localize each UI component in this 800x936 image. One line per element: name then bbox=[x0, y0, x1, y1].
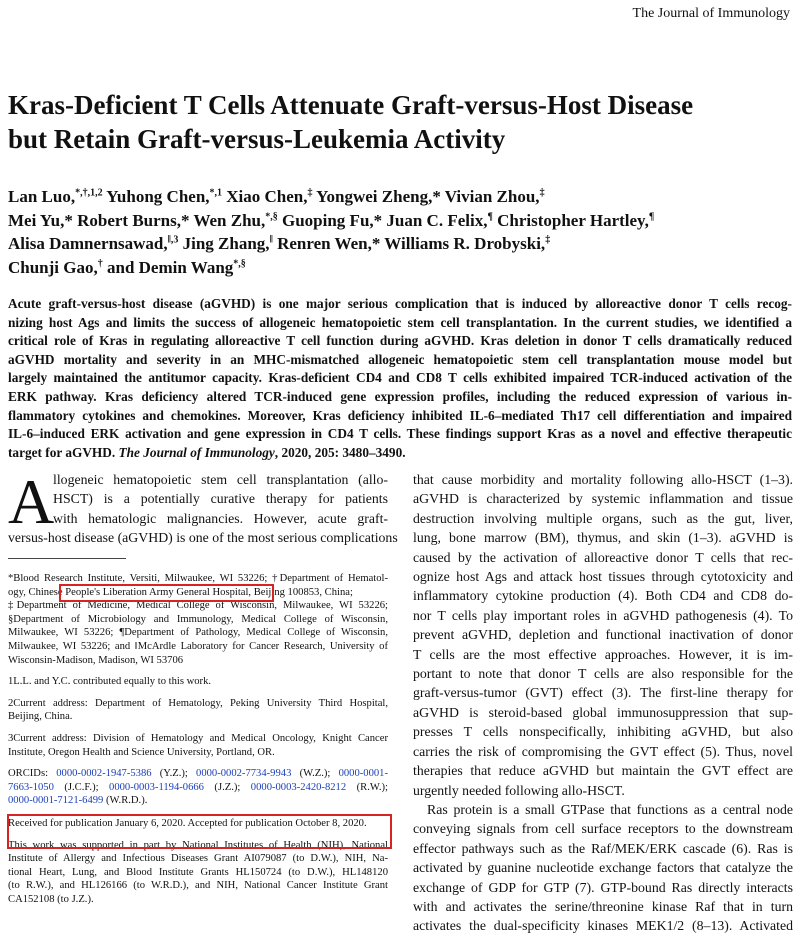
footnote-address-2: Beijing, China. bbox=[8, 711, 73, 723]
author-list bbox=[8, 185, 793, 279]
body-line: activated by guanine nucleotide exchange factors that catalyze the bbox=[413, 860, 793, 876]
author-line bbox=[8, 209, 793, 233]
footnote-address-3: 3Current address: Division of Hematology and Medical Oncology, Knight Cancer bbox=[8, 732, 388, 744]
author: Xiao Chen, bbox=[222, 187, 308, 206]
orcid-link[interactable]: 0000-0001- bbox=[338, 768, 388, 780]
affiliation-line: ‡Department of Medicine, Medical College of Wisconsin, Milwaukee, WI 53226; bbox=[8, 600, 388, 612]
author-affil-mark: ‡ bbox=[539, 187, 545, 199]
author-affil-mark: ‖,3 bbox=[167, 234, 179, 246]
orcid-link[interactable]: 0000-0003-2420-8212 bbox=[250, 781, 347, 793]
author-affil-mark: ‖ bbox=[269, 234, 273, 246]
intro-line: HSCT) is a potentially curative therapy for patients bbox=[53, 491, 388, 507]
body-line: prevent aGVHD, depletion and functional inactivation of donor bbox=[413, 627, 793, 643]
author: Mei Yu,* Robert Burns,* Wen Zhu, bbox=[8, 210, 266, 230]
abstract-line: IL-6–induced ERK activation and gene expression in CD4 T cells. These findings support Kras as a novel and effective therapeutic bbox=[8, 426, 792, 442]
body-line: Ras protein is a small GTPase that functions as a central node bbox=[427, 801, 793, 817]
affiliation-line: *Blood Research Institute, Versiti, Milwaukee, WI 53226; †Department of Hematol- bbox=[8, 573, 388, 584]
author: Guoping Fu,* Juan C. Felix, bbox=[277, 210, 488, 230]
body-line: effector pathways such as the Raf/MEK/ERK cascade (6). Ras is bbox=[413, 840, 793, 856]
footnote-address-2: 2Current address: Department of Hematology, Peking University Third Hospital, bbox=[8, 697, 388, 709]
body-line: aGVHD is steroid-based global immunosuppression that sup- bbox=[413, 704, 793, 720]
abstract-line: largely maintained the antitumor capacity. Kras-deficient CD4 and CD8 T cells exhibited impaired TCR-induced activation of the bbox=[8, 370, 792, 386]
abstract bbox=[8, 295, 792, 462]
orcid-owner: (J.C.F.); bbox=[53, 781, 110, 793]
orcid-link[interactable]: 0000-0002-1947-5386 bbox=[56, 768, 152, 780]
orcid-link[interactable]: 0000-0002-7734-9943 bbox=[196, 768, 292, 780]
funding-line: This work was supported in part by National Institutes of Health (NIH), National bbox=[8, 839, 388, 851]
intro-line: llogeneic hematopoietic stem cell transplantation (allo- bbox=[53, 472, 388, 487]
affiliation-text: , Beijing 100853, China; bbox=[248, 586, 353, 598]
funding-line: (to R.W.), and HL126166 (to W.R.D.), and NIH, National Cancer Institute Grant bbox=[8, 880, 388, 892]
footnote-equal-contribution: 1L.L. and Y.C. contributed equally to this work. bbox=[8, 676, 212, 688]
orcid-owner: (W.Z.); bbox=[291, 768, 339, 780]
citation-detail: , 2020, 205: 3480–3490. bbox=[274, 444, 406, 460]
author-affil-mark: ¶ bbox=[648, 210, 655, 222]
intro-line: with hematologic malignancies. However, acute graft- bbox=[53, 510, 388, 526]
affiliation-text: ogy, bbox=[8, 586, 29, 598]
orcid-link[interactable]: 0000-0001-7121-6499 bbox=[8, 795, 104, 807]
body-line: that cause morbidity and mortality following allo-HSCT (1–3). bbox=[413, 472, 793, 487]
author: and Demin Wang bbox=[102, 257, 234, 277]
highlight-box-funding bbox=[7, 814, 392, 849]
affiliation-line: Milwaukee, WI 53226; and ‖McArdle Laboratory for Cancer Research, University of bbox=[8, 640, 388, 652]
orcid-line bbox=[8, 767, 388, 781]
author: Alisa Damnernsawad, bbox=[8, 234, 168, 253]
abstract-line: ERK pathway. Kras deficiency altered TCR-induced gene expression profiles, including the reduced expression of various in- bbox=[8, 388, 792, 404]
orcid-link[interactable]: 7663-1050 bbox=[8, 781, 54, 793]
author-affil-mark: *,†,1,2 bbox=[75, 187, 103, 199]
abstract-line: nizing host Ags and limits the success of allogeneic hematopoietic stem cell transplantation. In the current studies, we identified a bbox=[8, 314, 792, 330]
author-line bbox=[8, 185, 793, 209]
article-title bbox=[8, 88, 788, 156]
author: Yuhong Chen, bbox=[102, 187, 210, 206]
body-line: nor T cells play important roles in aGVHD pathogenesis (4). To bbox=[413, 607, 793, 623]
orcid-label: ORCIDs: bbox=[8, 768, 57, 780]
author-line bbox=[8, 256, 793, 280]
body-line: with and activates the serine/threonine kinase Raf that in turn bbox=[413, 898, 793, 914]
orcid-owner: (Y.Z.); bbox=[151, 768, 197, 780]
body-line: portant to note that donor T cells are also responsible for the bbox=[413, 666, 793, 682]
author: Christopher Hartley, bbox=[492, 210, 649, 230]
body-line: T cells are the most effective approaches. However, it is im- bbox=[413, 646, 793, 662]
author-affil-mark: *,1 bbox=[209, 187, 223, 199]
abstract-line bbox=[8, 444, 792, 463]
body-line: lung, bone marrow (BM), thymus, and skin (1–3). aGVHD is bbox=[413, 530, 793, 546]
citation-journal: The Journal of Immunology bbox=[118, 444, 275, 460]
drop-cap: A bbox=[8, 466, 55, 537]
orcid-line bbox=[8, 781, 388, 795]
abstract-tail: target for aGVHD. bbox=[8, 444, 119, 460]
body-line: caused by the activation of alloreactive donor T cells that rec- bbox=[413, 549, 793, 565]
intro-paragraph bbox=[8, 466, 398, 548]
abstract-line: critical role of Kras in regulating alloreactive T cell function during aGVHD. Kras deletion in donor T cells dramatically reduced bbox=[8, 333, 792, 349]
affiliation-line: Milwaukee, WI 53226; ¶Department of Pathology, Medical College of Wisconsin, bbox=[8, 627, 388, 639]
footnotes bbox=[8, 572, 388, 906]
orcid-line bbox=[8, 794, 388, 808]
title-line: Kras-Deficient T Cells Attenuate Graft-versus-Host Disease bbox=[8, 90, 694, 120]
orcid-owner: (W.R.D.). bbox=[103, 795, 148, 807]
footnote-address-3: Institute, Oregon Health and Science University, Portland, OR. bbox=[8, 746, 275, 758]
author: Yongwei Zheng,* Vivian Zhou, bbox=[312, 187, 540, 206]
author-affil-mark: *,§ bbox=[265, 210, 278, 222]
author-affil-mark: ¶ bbox=[487, 210, 493, 222]
abstract-line: flammatory cytokines and chemokines. Moreover, Kras deficiency inhibited IL-6–mediated Th17 cell differentiation and impaired bbox=[8, 407, 792, 423]
author-line bbox=[8, 232, 793, 256]
footnote-divider bbox=[8, 558, 126, 559]
funding-line: CA152108 (to J.Z.). bbox=[8, 893, 94, 905]
body-line: presses T cells nonspecifically, inhibiting aGVHD, but also bbox=[413, 724, 793, 740]
author-affil-mark: ‡ bbox=[545, 234, 551, 246]
orcid-owner: (R.W.); bbox=[346, 781, 388, 793]
abstract-line: Acute graft-versus-host disease (aGVHD) is one major serious complication that is induced by alloreactive donor T cells recog- bbox=[8, 296, 792, 311]
body-column-right bbox=[413, 470, 793, 936]
author: Chunji Gao, bbox=[8, 257, 98, 277]
abstract-line: aGVHD mortality and severity in an MHC-mismatched allogeneic hematopoietic stem cell transplantation mouse model but bbox=[8, 351, 792, 367]
body-line: carries the risk of compromising the GVT effect (5). Thus, novel bbox=[413, 743, 793, 759]
body-line: aGVHD is characterized by systemic inflammation and tissue bbox=[413, 491, 793, 507]
intro-line: versus-host disease (aGVHD) is one of the most serious complications bbox=[8, 530, 398, 546]
body-line: ognize host Ags and attack host tissues through cytotoxicity and bbox=[413, 569, 793, 585]
body-line: inflammatory cytokine production (4). Both CD4 and CD8 do- bbox=[413, 588, 793, 604]
author: Renren Wen,* Williams R. Drobyski, bbox=[272, 234, 546, 253]
body-line: therapies that reduce aGVHD but maintain the GVT effect are bbox=[413, 763, 793, 779]
body-line: graft-versus-tumor (GVT) effect (3). The first-line therapy for bbox=[413, 685, 793, 701]
body-line: exchange of GDP for GTP (7). GTP-bound Ras directly interacts bbox=[413, 879, 793, 895]
author: Lan Luo, bbox=[8, 187, 76, 206]
journal-name: The Journal of Immunology bbox=[632, 6, 790, 21]
orcid-owner: (J.Z.); bbox=[203, 781, 251, 793]
author-affil-mark: † bbox=[97, 257, 103, 269]
body-line: conveying signals from cell surface receptors to the downstream bbox=[413, 821, 793, 837]
body-line: destruction involving multiple organs, such as the gut, liver, bbox=[413, 510, 793, 526]
author-affil-mark: ‡ bbox=[307, 187, 313, 199]
author-affil-mark: *,§ bbox=[233, 257, 246, 269]
orcid-link[interactable]: 0000-0003-1194-0666 bbox=[109, 781, 204, 793]
funding-line: tional Heart, Lung, and Blood Institute Grants HL150724 (to D.W.), HL148120 bbox=[8, 866, 388, 878]
body-line: urgently needed following allo-HSCT. bbox=[413, 782, 625, 798]
highlighted-affiliation: Chinese People's Liberation Army General Hospital bbox=[28, 586, 249, 598]
received-date: Received for publication January 6, 2020. Accepted for publication October 8, 2020. bbox=[8, 817, 367, 829]
funding-line: Institute of Allergy and Infectious Diseases Grant AI079087 (to D.W.), NIH, Na- bbox=[8, 853, 388, 865]
author: Jing Zhang, bbox=[178, 234, 270, 253]
highlight-box-affiliation bbox=[59, 584, 274, 602]
affiliation-line: Wisconsin-Madison, Madison, WI 53706 bbox=[8, 654, 184, 666]
body-line: activates the dual-specificity kinases MEK1/2 (8–13). Activated bbox=[413, 918, 793, 934]
affiliation-line: §Department of Microbiology and Immunology, Medical College of Wisconsin, bbox=[8, 613, 388, 625]
title-line: but Retain Graft-versus-Leukemia Activity bbox=[8, 124, 506, 154]
